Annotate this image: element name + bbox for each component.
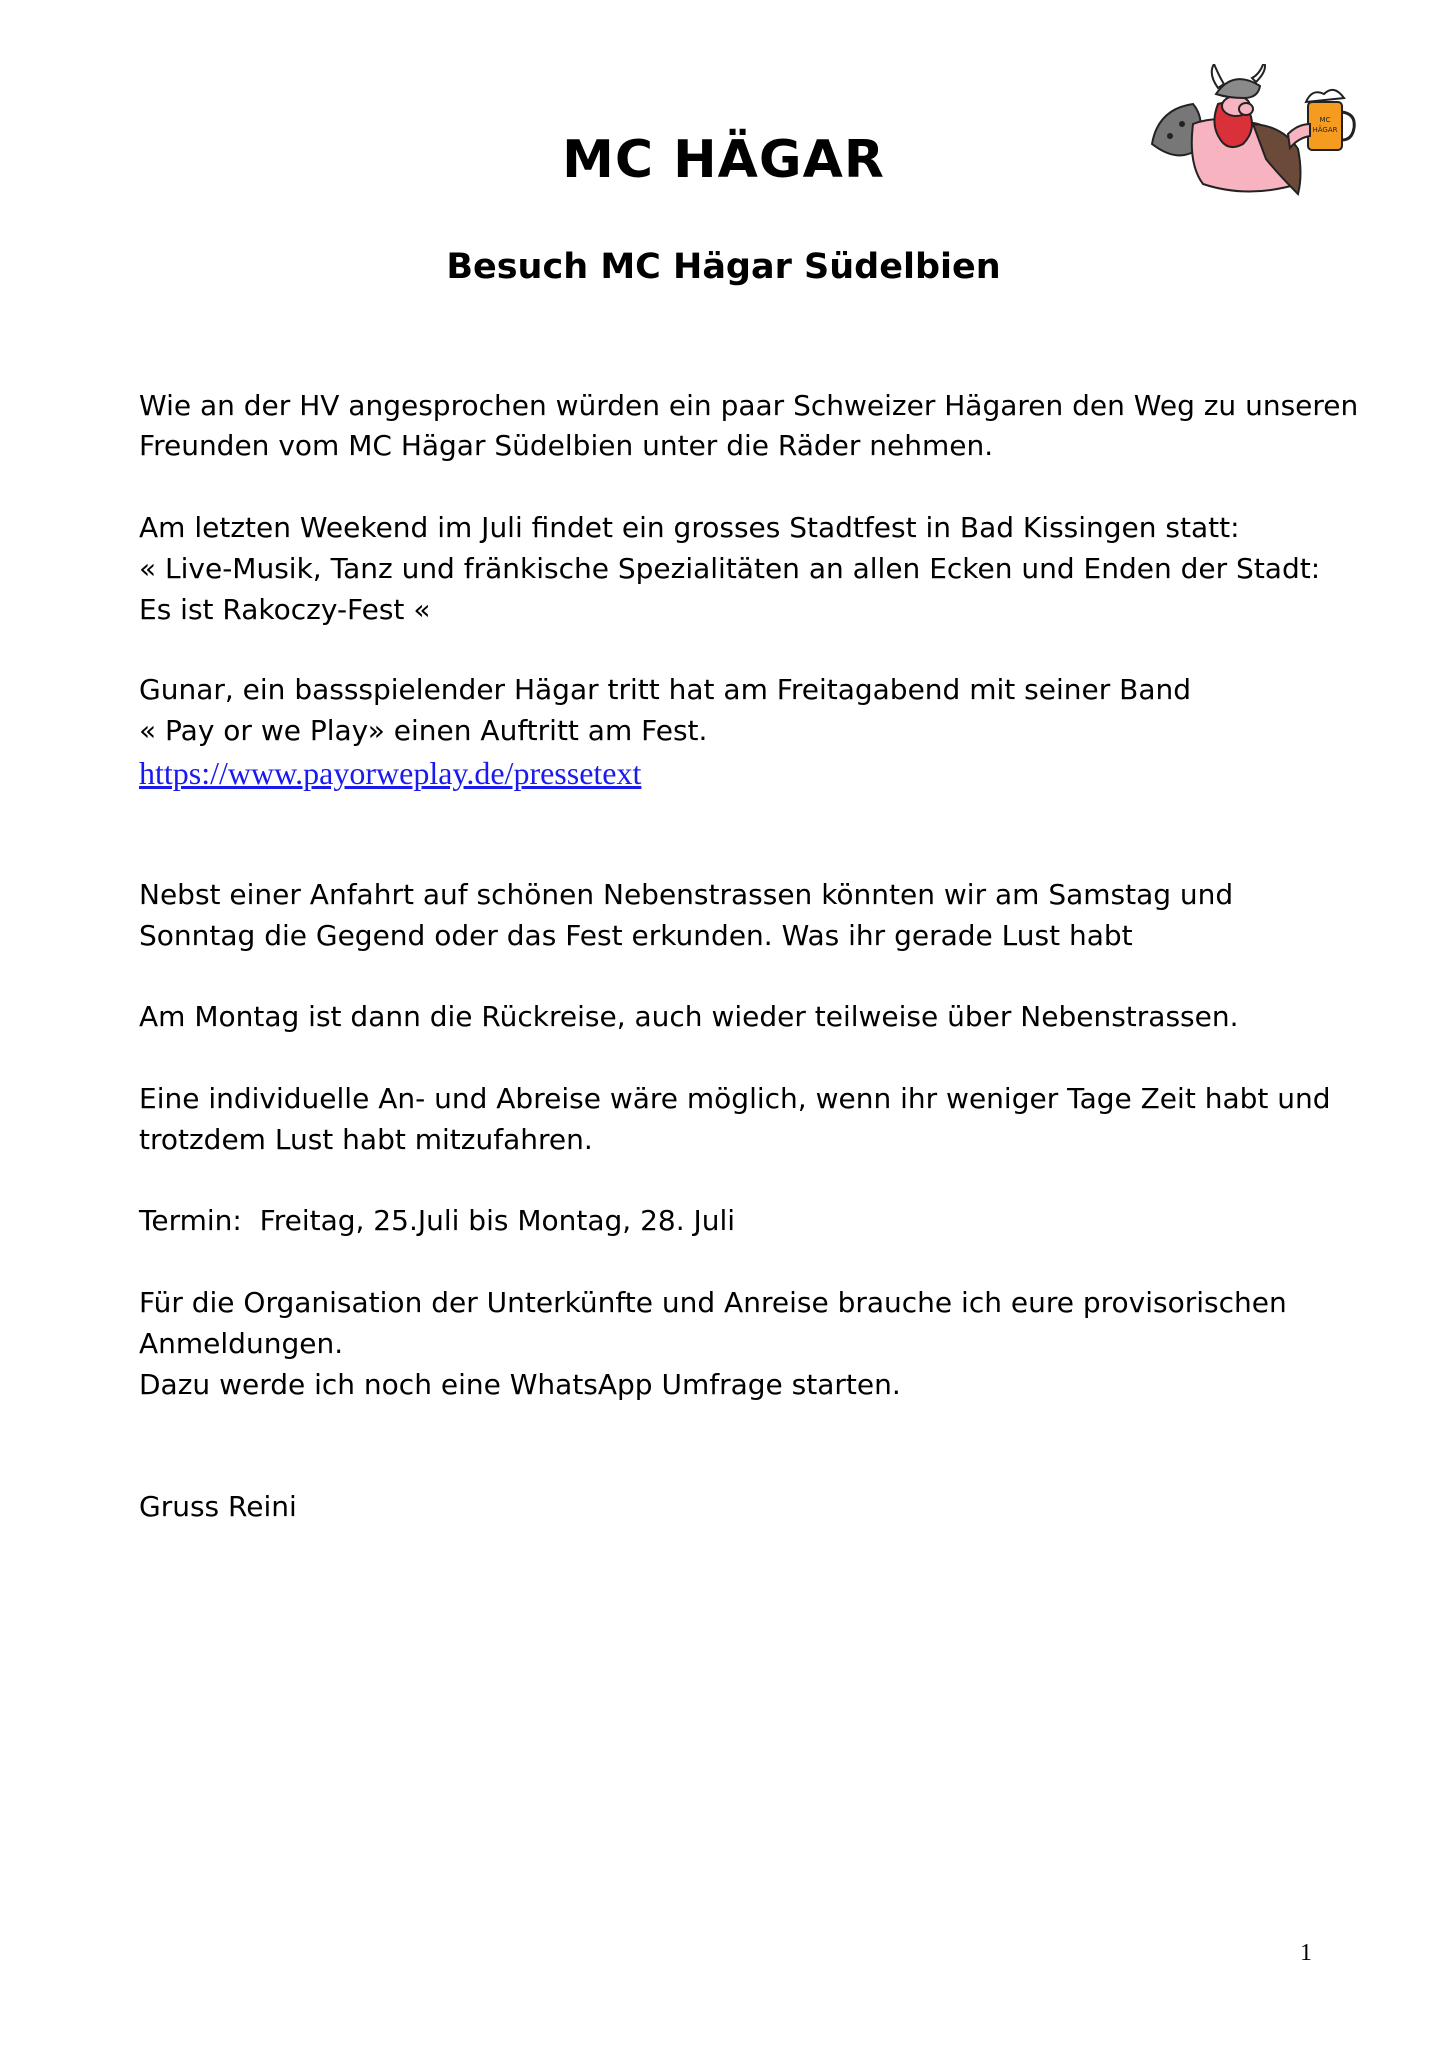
closing-signature: Gruss Reini (139, 1490, 297, 1523)
paragraph-4-line-1: Nebst einer Anfahrt auf schönen Nebenstrassen könnten wir am Samstag und (139, 878, 1234, 911)
paragraph-2-line-2: « Live-Musik, Tanz und fränkische Spezialitäten an allen Ecken und Enden der Stadt: (139, 552, 1321, 585)
termin-line: Termin: Freitag, 25.Juli bis Montag, 28. Juli (139, 1204, 736, 1237)
paragraph-8-line-1: Für die Organisation der Unterkünfte und Anreise brauche ich eure provisorischen (139, 1286, 1287, 1319)
paragraph-2-line-1: Am letzten Weekend im Juli findet ein grosses Stadtfest in Bad Kissingen statt: (139, 511, 1240, 544)
page-number: 1 (1300, 1940, 1312, 1966)
paragraph-5-line-1: Am Montag ist dann die Rückreise, auch wieder teilweise über Nebenstrassen. (139, 1000, 1239, 1033)
paragraph-6-line-1: Eine individuelle An- und Abreise wäre möglich, wenn ihr weniger Tage Zeit habt und (139, 1082, 1331, 1115)
paragraph-2-line-3: Es ist Rakoczy-Fest « (139, 593, 431, 626)
paragraph-8-line-2: Anmeldungen. (139, 1327, 344, 1360)
paragraph-1-line-2: Freunden vom MC Hägar Südelbien unter die Räder nehmen. (139, 429, 994, 462)
page-subtitle: Besuch MC Hägar Südelbien (446, 247, 1001, 287)
paragraph-8-line-3: Dazu werde ich noch eine WhatsApp Umfrage starten. (139, 1368, 901, 1401)
paragraph-6-line-2: trotzdem Lust habt mitzufahren. (139, 1123, 593, 1156)
paragraph-1-line-1: Wie an der HV angesprochen würden ein paar Schweizer Hägaren den Weg zu unseren (139, 389, 1359, 422)
paragraph-3-line-2: « Pay or we Play» einen Auftritt am Fest. (139, 714, 708, 747)
page-title: MC HÄGAR (562, 130, 885, 190)
svg-text:MC: MC (1319, 116, 1331, 124)
payorweplay-link[interactable]: https://www.payorweplay.de/pressetext (139, 755, 642, 791)
svg-text:HÄGAR: HÄGAR (1312, 126, 1338, 134)
paragraph-3-line-1: Gunar, ein bassspielender Hägar tritt hat am Freitagabend mit seiner Band (139, 673, 1192, 706)
paragraph-4-line-2: Sonntag die Gegend oder das Fest erkunden. Was ihr gerade Lust habt (139, 919, 1133, 952)
